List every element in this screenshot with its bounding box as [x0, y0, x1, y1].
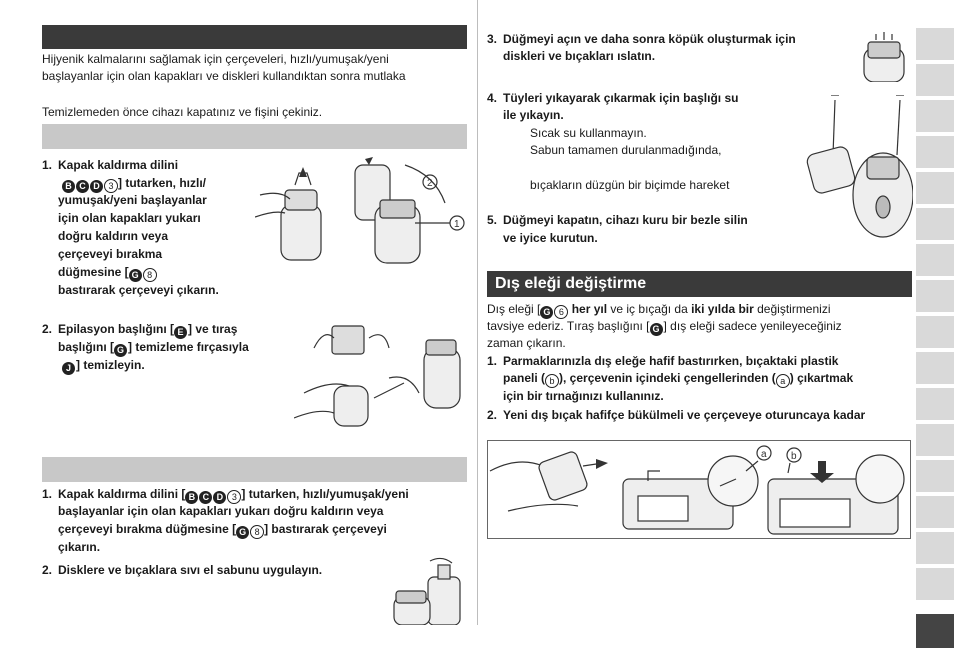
s1-step2-line-1: Epilasyon başlığını [ E ] ve tıraş	[58, 322, 238, 337]
r-step3-num: 3.	[487, 32, 498, 46]
g-icon: G	[650, 323, 663, 336]
fig-label-a: a	[761, 449, 767, 460]
side-tab-10[interactable]	[916, 352, 954, 384]
ref-6-icon: 6	[554, 305, 568, 319]
r-sec-step1-line-3: için bir tırnağınızı kullanınız.	[503, 389, 664, 403]
r-sec-step2-text: Yeni dış bıçak hafifçe bükülmeli ve çerçeveye oturuncaya kadar	[503, 408, 866, 422]
s1-step1-line-6: çerçeveyi bırakma	[58, 247, 163, 261]
c-icon: C	[76, 180, 89, 193]
g-icon: G	[114, 344, 127, 357]
r-sec-p1: Dış eleği [ G 6 her yıl ve iç bıçağı da iki yılda bir değiştirmenizi	[487, 302, 831, 317]
side-tab-2[interactable]	[916, 64, 954, 96]
s2-step1-line-4: çıkarın.	[58, 540, 101, 554]
section-title-replace-foil: Dış eleği değiştirme	[487, 271, 912, 297]
side-tab-4[interactable]	[916, 136, 954, 168]
s2-step1-num: 1.	[42, 487, 53, 501]
r-sec-p3: zaman çıkarın.	[487, 336, 566, 350]
s1-step1-line-1: Kapak kaldırma dilini	[58, 158, 179, 172]
s2-step1-line-1: Kapak kaldırma dilini [ B C D 3 ] tutarken, hızlı/yumuşak/yeni	[58, 487, 409, 502]
d-icon: D	[90, 180, 103, 193]
side-tab-8[interactable]	[916, 280, 954, 312]
side-tab-9[interactable]	[916, 316, 954, 348]
side-tab-11[interactable]	[916, 388, 954, 420]
s1-step1-line-8: bastırarak çerçeveyi çıkarın.	[58, 283, 219, 297]
fig-label-b: b	[791, 451, 797, 462]
r-step4-num: 4.	[487, 91, 498, 105]
r-sec-step1-line-2: paneli ( b ), çerçevenin içindeki çengellerinden ( a ) çıkartmak	[503, 371, 854, 386]
b-icon: B	[62, 180, 75, 193]
s1-step1-line-3: yumuşak/yeni başlayanlar	[58, 193, 207, 207]
side-tab-5[interactable]	[916, 172, 954, 204]
r-step5-line-1: Düğmeyi kapatın, cihazı kuru bir bezle silin	[503, 213, 748, 227]
side-tab-15[interactable]	[916, 532, 954, 564]
r-step4-line-2: ile yıkayın.	[503, 108, 564, 122]
g-icon: G	[129, 269, 142, 282]
intro-line-1: Hijyenik kalmalarını sağlamak için çerçeveleri, hızlı/yumuşak/yeni	[42, 52, 389, 66]
side-tab-3[interactable]	[916, 100, 954, 132]
side-tab-14[interactable]	[916, 496, 954, 528]
ref-8-icon: 8	[250, 525, 264, 539]
s1-step1-line-2: B C D 3 ] tutarken, hızlı/	[62, 175, 206, 193]
left-header-bar	[42, 25, 467, 49]
s1-step2-num: 2.	[42, 322, 53, 336]
s1-step1-line-7: düğmesine [ G 8	[58, 264, 157, 282]
r-step3-line-2: diskleri ve bıçakları ıslatın.	[503, 49, 656, 63]
soap-illustration	[390, 557, 470, 625]
intro-line-3: Temizlemeden önce cihazı kapatınız ve fişini çekiniz.	[42, 105, 323, 119]
fig-label-1: 1	[454, 219, 460, 230]
wet-discs-illustration	[858, 32, 910, 82]
fig-label-2: 2	[427, 178, 433, 189]
r-step4-note-1: Sıcak su kullanmayın.	[530, 126, 647, 140]
r-step3-line-1: Düğmeyi açın ve daha sonra köpük oluşturmak için	[503, 32, 796, 46]
brush-cleaning-illustration	[294, 318, 474, 436]
side-tab-6[interactable]	[916, 208, 954, 240]
s2-step1-line-2: başlayanlar için olan kapakları yukarı doğru kaldırın veya	[58, 504, 384, 518]
s1-step2-line-3: J ] temizleyin.	[62, 357, 145, 375]
r-sec-step2-num: 2.	[487, 408, 498, 422]
side-tab-active[interactable]	[916, 614, 954, 648]
r-sec-step1-line-1: Parmaklarınızla dış eleğe hafif bastırırken, bıçaktaki plastik	[503, 354, 839, 368]
r-step5-num: 5.	[487, 213, 498, 227]
d-icon: D	[213, 491, 226, 504]
j-icon: J	[62, 362, 75, 375]
foil-replace-illustration	[488, 441, 910, 538]
s2-step1-line-3: çerçeveyi bırakma düğmesine [ G 8 ] bastırarak çerçeveyi	[58, 522, 387, 537]
s2-step2-num: 2.	[42, 563, 53, 577]
remove-cap-illustration	[255, 155, 475, 265]
g-icon: G	[540, 306, 553, 319]
g-icon: G	[236, 526, 249, 539]
side-tab-16[interactable]	[916, 568, 954, 600]
side-tab-12[interactable]	[916, 424, 954, 456]
ref-b-icon: b	[545, 374, 559, 388]
s2-step2-text: Disklere ve bıçaklara sıvı el sabunu uygulayın.	[58, 563, 323, 577]
ref-a-icon: a	[776, 374, 790, 388]
rinse-illustration	[805, 95, 913, 243]
r-step5-line-2: ve iyice kurutun.	[503, 231, 598, 245]
column-divider	[477, 0, 478, 625]
side-tab-13[interactable]	[916, 460, 954, 492]
e-icon: E	[174, 326, 187, 339]
ref-8-icon: 8	[143, 268, 157, 282]
c-icon: C	[199, 491, 212, 504]
s1-step1-line-5: doğru kaldırın veya	[58, 229, 169, 243]
r-step4-line-1: Tüyleri yıkayarak çıkarmak için başlığı su	[503, 91, 739, 105]
s1-step1-num: 1.	[42, 158, 53, 172]
side-tab-7[interactable]	[916, 244, 954, 276]
r-step4-note-3: bıçakların düzgün bir biçimde hareket	[530, 178, 730, 192]
r-sec-p2: tavsiye ederiz. Tıraş başlığını [ G ] dış eleği sadece yenileyeceğiniz	[487, 319, 842, 334]
b-icon: B	[185, 491, 198, 504]
r-sec-step1-num: 1.	[487, 354, 498, 368]
section-bar-2	[42, 457, 467, 482]
intro-line-2: başlayanlar için olan kapakları ve diskleri kullandıktan sonra mutlaka	[42, 69, 406, 83]
s1-step1-line-4: için olan kapakları yukarı	[58, 211, 201, 225]
section-bar-1	[42, 124, 467, 149]
ref-3-icon: 3	[227, 490, 241, 504]
ref-3-icon: 3	[104, 179, 118, 193]
side-tab-1[interactable]	[916, 28, 954, 60]
r-step4-note-2: Sabun tamamen durulanmadığında,	[530, 143, 722, 157]
s1-step2-line-2: başlığını [ G ] temizleme fırçasıyla	[58, 340, 249, 355]
